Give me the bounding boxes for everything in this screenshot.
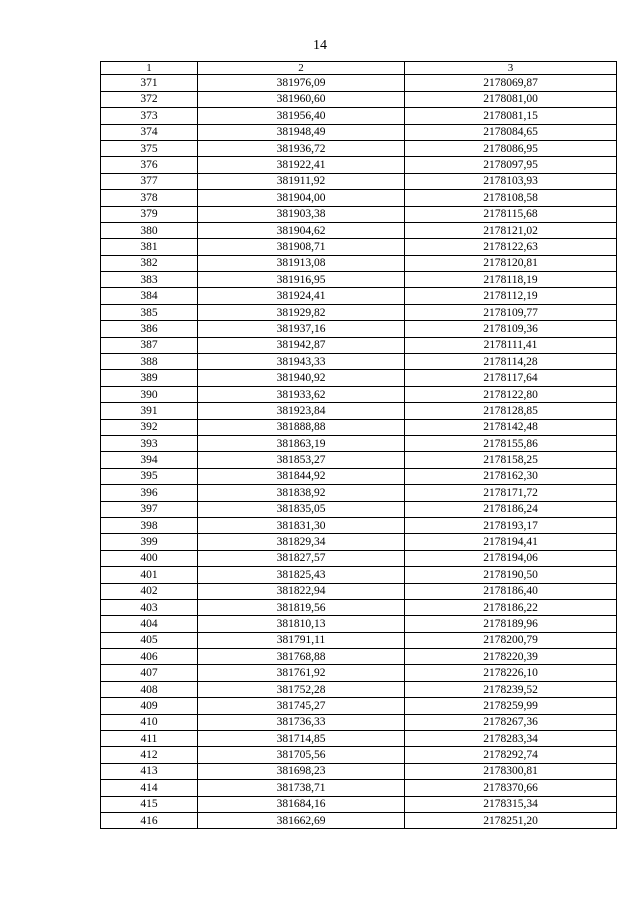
point-number-cell: 414 — [101, 780, 198, 796]
y-coordinate-cell: 2178120,81 — [405, 255, 617, 271]
point-number-cell: 373 — [101, 108, 198, 124]
table-body — [101, 75, 617, 829]
x-coordinate-cell: 381908,71 — [198, 239, 405, 255]
column-header-3: 3 — [405, 62, 617, 75]
point-number-cell: 409 — [101, 698, 198, 714]
table-row — [101, 255, 617, 271]
y-coordinate-cell: 2178117,64 — [405, 370, 617, 386]
x-coordinate-cell: 381791,11 — [198, 632, 405, 648]
table-row — [101, 796, 617, 812]
point-number-cell: 388 — [101, 354, 198, 370]
x-coordinate-cell: 381738,71 — [198, 780, 405, 796]
point-number-cell: 410 — [101, 714, 198, 730]
table-row — [101, 468, 617, 484]
page-number: 14 — [313, 38, 327, 53]
y-coordinate-cell: 2178108,58 — [405, 190, 617, 206]
point-number-cell: 383 — [101, 272, 198, 288]
x-coordinate-cell: 381911,92 — [198, 173, 405, 189]
table-row — [101, 763, 617, 779]
table-row — [101, 698, 617, 714]
point-number-cell: 381 — [101, 239, 198, 255]
x-coordinate-cell: 381684,16 — [198, 796, 405, 812]
y-coordinate-cell: 2178081,00 — [405, 91, 617, 107]
point-number-cell: 374 — [101, 124, 198, 140]
table-row — [101, 337, 617, 353]
table-row — [101, 321, 617, 337]
point-number-cell: 396 — [101, 485, 198, 501]
x-coordinate-cell: 381761,92 — [198, 665, 405, 681]
point-number-cell: 390 — [101, 386, 198, 402]
y-coordinate-cell: 2178115,68 — [405, 206, 617, 222]
x-coordinate-cell: 381904,62 — [198, 222, 405, 238]
point-number-cell: 394 — [101, 452, 198, 468]
y-coordinate-cell: 2178194,41 — [405, 534, 617, 550]
y-coordinate-cell: 2178220,39 — [405, 649, 617, 665]
y-coordinate-cell: 2178267,36 — [405, 714, 617, 730]
x-coordinate-cell: 381936,72 — [198, 140, 405, 156]
point-number-cell: 371 — [101, 75, 198, 91]
y-coordinate-cell: 2178158,25 — [405, 452, 617, 468]
point-number-cell: 375 — [101, 140, 198, 156]
y-coordinate-cell: 2178162,30 — [405, 468, 617, 484]
table-row — [101, 75, 617, 91]
x-coordinate-cell: 381835,05 — [198, 501, 405, 517]
table-row — [101, 649, 617, 665]
column-header-1: 1 — [101, 62, 198, 75]
y-coordinate-cell: 2178283,34 — [405, 731, 617, 747]
table-row — [101, 222, 617, 238]
table-row — [101, 632, 617, 648]
y-coordinate-cell: 2178122,80 — [405, 386, 617, 402]
x-coordinate-cell: 381838,92 — [198, 485, 405, 501]
x-coordinate-cell: 381937,16 — [198, 321, 405, 337]
y-coordinate-cell: 2178155,86 — [405, 435, 617, 451]
y-coordinate-cell: 2178300,81 — [405, 763, 617, 779]
table-row — [101, 370, 617, 386]
table-row — [101, 157, 617, 173]
y-coordinate-cell: 2178081,15 — [405, 108, 617, 124]
y-coordinate-cell: 2178142,48 — [405, 419, 617, 435]
point-number-cell: 387 — [101, 337, 198, 353]
x-coordinate-cell: 381956,40 — [198, 108, 405, 124]
table-row — [101, 550, 617, 566]
y-coordinate-cell: 2178186,40 — [405, 583, 617, 599]
y-coordinate-cell: 2178315,34 — [405, 796, 617, 812]
table-row — [101, 583, 617, 599]
x-coordinate-cell: 381705,56 — [198, 747, 405, 763]
y-coordinate-cell: 2178186,24 — [405, 501, 617, 517]
y-coordinate-cell: 2178292,74 — [405, 747, 617, 763]
y-coordinate-cell: 2178086,95 — [405, 140, 617, 156]
x-coordinate-cell: 381853,27 — [198, 452, 405, 468]
table-row — [101, 485, 617, 501]
x-coordinate-cell: 381913,08 — [198, 255, 405, 271]
y-coordinate-cell: 2178111,41 — [405, 337, 617, 353]
x-coordinate-cell: 381819,56 — [198, 599, 405, 615]
table-row — [101, 665, 617, 681]
point-number-cell: 378 — [101, 190, 198, 206]
y-coordinate-cell: 2178200,79 — [405, 632, 617, 648]
point-number-cell: 416 — [101, 812, 198, 828]
table-row — [101, 747, 617, 763]
x-coordinate-cell: 381933,62 — [198, 386, 405, 402]
x-coordinate-cell: 381745,27 — [198, 698, 405, 714]
x-coordinate-cell: 381960,60 — [198, 91, 405, 107]
x-coordinate-cell: 381736,33 — [198, 714, 405, 730]
point-number-cell: 379 — [101, 206, 198, 222]
x-coordinate-cell: 381863,19 — [198, 435, 405, 451]
table-row — [101, 91, 617, 107]
table-row — [101, 812, 617, 828]
point-number-cell: 393 — [101, 435, 198, 451]
table-header-row — [101, 62, 617, 75]
table-row — [101, 190, 617, 206]
table-row — [101, 386, 617, 402]
y-coordinate-cell: 2178128,85 — [405, 403, 617, 419]
y-coordinate-cell: 2178190,50 — [405, 567, 617, 583]
point-number-cell: 407 — [101, 665, 198, 681]
point-number-cell: 405 — [101, 632, 198, 648]
coordinates-table — [100, 61, 617, 829]
x-coordinate-cell: 381904,00 — [198, 190, 405, 206]
x-coordinate-cell: 381903,38 — [198, 206, 405, 222]
table-row — [101, 108, 617, 124]
table-row — [101, 435, 617, 451]
column-header-2: 2 — [198, 62, 405, 75]
point-number-cell: 402 — [101, 583, 198, 599]
point-number-cell: 415 — [101, 796, 198, 812]
point-number-cell: 397 — [101, 501, 198, 517]
table-row — [101, 599, 617, 615]
table-row — [101, 403, 617, 419]
x-coordinate-cell: 381942,87 — [198, 337, 405, 353]
table-row — [101, 681, 617, 697]
table-row — [101, 354, 617, 370]
point-number-cell: 404 — [101, 616, 198, 632]
x-coordinate-cell: 381940,92 — [198, 370, 405, 386]
table-row — [101, 288, 617, 304]
table-row — [101, 140, 617, 156]
table-row — [101, 272, 617, 288]
point-number-cell: 398 — [101, 517, 198, 533]
point-number-cell: 392 — [101, 419, 198, 435]
y-coordinate-cell: 2178112,19 — [405, 288, 617, 304]
x-coordinate-cell: 381829,34 — [198, 534, 405, 550]
point-number-cell: 395 — [101, 468, 198, 484]
point-number-cell: 406 — [101, 649, 198, 665]
point-number-cell: 413 — [101, 763, 198, 779]
x-coordinate-cell: 381924,41 — [198, 288, 405, 304]
table-row — [101, 517, 617, 533]
table-row — [101, 714, 617, 730]
y-coordinate-cell: 2178171,72 — [405, 485, 617, 501]
point-number-cell: 400 — [101, 550, 198, 566]
x-coordinate-cell: 381752,28 — [198, 681, 405, 697]
x-coordinate-cell: 381827,57 — [198, 550, 405, 566]
y-coordinate-cell: 2178193,17 — [405, 517, 617, 533]
y-coordinate-cell: 2178239,52 — [405, 681, 617, 697]
point-number-cell: 399 — [101, 534, 198, 550]
y-coordinate-cell: 2178259,99 — [405, 698, 617, 714]
point-number-cell: 389 — [101, 370, 198, 386]
point-number-cell: 403 — [101, 599, 198, 615]
y-coordinate-cell: 2178226,10 — [405, 665, 617, 681]
point-number-cell: 376 — [101, 157, 198, 173]
x-coordinate-cell: 381831,30 — [198, 517, 405, 533]
y-coordinate-cell: 2178118,19 — [405, 272, 617, 288]
table-row — [101, 239, 617, 255]
point-number-cell: 411 — [101, 731, 198, 747]
point-number-cell: 386 — [101, 321, 198, 337]
table-row — [101, 731, 617, 747]
table-row — [101, 206, 617, 222]
x-coordinate-cell: 381916,95 — [198, 272, 405, 288]
x-coordinate-cell: 381768,88 — [198, 649, 405, 665]
point-number-cell: 377 — [101, 173, 198, 189]
point-number-cell: 385 — [101, 304, 198, 320]
y-coordinate-cell: 2178121,02 — [405, 222, 617, 238]
table-row — [101, 567, 617, 583]
table-row — [101, 304, 617, 320]
x-coordinate-cell: 381844,92 — [198, 468, 405, 484]
point-number-cell: 408 — [101, 681, 198, 697]
x-coordinate-cell: 381698,23 — [198, 763, 405, 779]
x-coordinate-cell: 381888,88 — [198, 419, 405, 435]
x-coordinate-cell: 381929,82 — [198, 304, 405, 320]
point-number-cell: 372 — [101, 91, 198, 107]
point-number-cell: 384 — [101, 288, 198, 304]
y-coordinate-cell: 2178194,06 — [405, 550, 617, 566]
x-coordinate-cell: 381662,69 — [198, 812, 405, 828]
x-coordinate-cell: 381923,84 — [198, 403, 405, 419]
x-coordinate-cell: 381810,13 — [198, 616, 405, 632]
y-coordinate-cell: 2178251,20 — [405, 812, 617, 828]
point-number-cell: 401 — [101, 567, 198, 583]
point-number-cell: 412 — [101, 747, 198, 763]
x-coordinate-cell: 381976,09 — [198, 75, 405, 91]
table-row — [101, 501, 617, 517]
point-number-cell: 391 — [101, 403, 198, 419]
table-row — [101, 173, 617, 189]
x-coordinate-cell: 381922,41 — [198, 157, 405, 173]
table-row — [101, 616, 617, 632]
y-coordinate-cell: 2178186,22 — [405, 599, 617, 615]
y-coordinate-cell: 2178097,95 — [405, 157, 617, 173]
point-number-cell: 380 — [101, 222, 198, 238]
table-row — [101, 534, 617, 550]
y-coordinate-cell: 2178084,65 — [405, 124, 617, 140]
y-coordinate-cell: 2178069,87 — [405, 75, 617, 91]
x-coordinate-cell: 381714,85 — [198, 731, 405, 747]
table-row — [101, 419, 617, 435]
x-coordinate-cell: 381948,49 — [198, 124, 405, 140]
table-row — [101, 780, 617, 796]
y-coordinate-cell: 2178189,96 — [405, 616, 617, 632]
y-coordinate-cell: 2178114,28 — [405, 354, 617, 370]
y-coordinate-cell: 2178109,77 — [405, 304, 617, 320]
x-coordinate-cell: 381822,94 — [198, 583, 405, 599]
table-row — [101, 124, 617, 140]
table-row — [101, 452, 617, 468]
y-coordinate-cell: 2178370,66 — [405, 780, 617, 796]
y-coordinate-cell: 2178122,63 — [405, 239, 617, 255]
x-coordinate-cell: 381825,43 — [198, 567, 405, 583]
x-coordinate-cell: 381943,33 — [198, 354, 405, 370]
y-coordinate-cell: 2178103,93 — [405, 173, 617, 189]
y-coordinate-cell: 2178109,36 — [405, 321, 617, 337]
point-number-cell: 382 — [101, 255, 198, 271]
